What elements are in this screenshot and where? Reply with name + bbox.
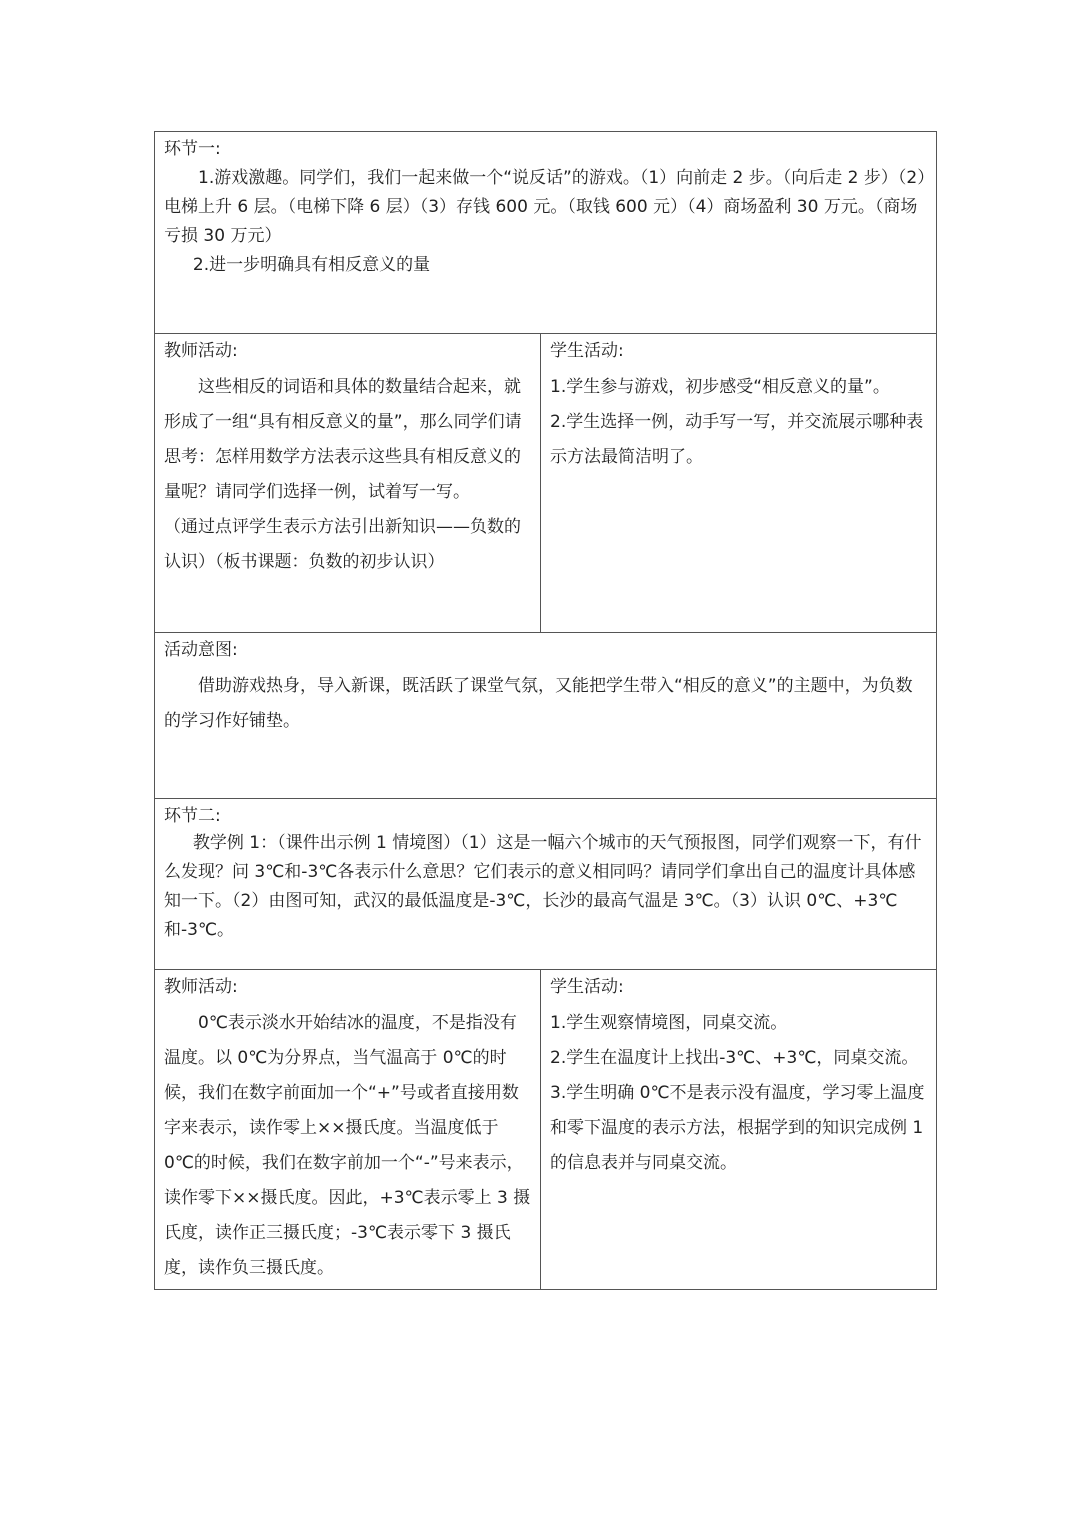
student-activity-item1-2: 1.学生观察情境图，同桌交流。 [550,1013,788,1033]
intent-row [155,632,936,798]
student-activity-item1: 1.学生参与游戏，初步感受“相反意义的量”。 [550,377,890,397]
section1-row [155,132,936,333]
section1-body [164,164,927,280]
teacher-activity-paragraph1: 这些相反的词语和具体的数量结合起来，就形成了一组“具有相反意义的量”，那么同学们请思考：怎样用数学方法表示这些具有相反意义的量呢？请同学们选择一例，试着写一写。 [164,377,522,502]
activity-row-1 [155,333,936,632]
teacher-activity-heading: 教师活动: [164,341,238,361]
student-activity-body-2 [550,1006,927,1181]
section2-body [164,829,927,945]
activity-row-2 [155,969,936,1289]
teacher-activity-body [164,370,531,580]
teacher-activity-cell [155,334,541,632]
student-activity-cell-2 [541,970,936,1289]
student-activity-item2-2: 2.学生在温度计上找出-3℃、+3℃，同桌交流。 [550,1048,919,1068]
section2-cell [155,799,936,969]
student-activity-cell [541,334,936,632]
section2-paragraph: 教学例 1：（课件出示例 1 情境图）（1）这是一幅六个城市的天气预报图，同学们观察一下，有什么发现？问 3℃和-3℃各表示什么意思？它们表示的意义相同吗？请同学们拿出自己的温度计具体感知一下。（2）由图可知，武汉的最低温度是-3℃，长沙的最高气温是 3℃。（3）认识 0℃、+3℃和-3℃。 [164,833,922,940]
intent-cell [155,633,936,798]
teacher-activity-paragraph2: （通过点评学生表示方法引出新知识——负数的认识）（板书课题：负数的初步认识） [164,517,521,572]
lesson-plan-table [154,131,937,1290]
intent-heading: 活动意图: [164,640,238,660]
section1-cell [155,132,936,333]
student-activity-heading-2: 学生活动: [550,977,624,997]
teacher-activity-paragraph-2: 0℃表示淡水开始结冰的温度，不是指没有温度。以 0℃为分界点，当气温高于 0℃的时候，我们在数字前面加一个“+”号或者直接用数字来表示，读作零上××摄氏度。当温度低于 0℃的时候，我们在数字前加一个“-”号来表示，读作零下××摄氏度。因此，+3℃表示零上 3 摄氏度，读作正三摄氏度；-3℃表示零下 3 摄氏度，读作负三摄氏度。 [164,1013,531,1278]
section1-paragraph2: 2.进一步明确具有相反意义的量 [192,255,431,275]
section2-heading: 环节二: [164,806,221,826]
teacher-activity-body-2 [164,1006,531,1286]
student-activity-body [550,370,927,475]
teacher-activity-heading-2: 教师活动: [164,977,238,997]
section1-paragraph1: 1.游戏激趣。同学们，我们一起来做一个“说反话”的游戏。（1）向前走 2 步。（向后走 2 步）（2）电梯上升 6 层。（电梯下降 6 层）（3）存钱 600 元。（取钱 600 元）（4）商场盈利 30 万元。（商场亏损 30 万元） [164,168,926,246]
student-activity-heading: 学生活动: [550,341,624,361]
teacher-activity-cell-2 [155,970,541,1289]
section2-row [155,798,936,969]
student-activity-item2: 2.学生选择一例，动手写一写，并交流展示哪种表示方法最简洁明了。 [550,412,924,467]
section1-heading: 环节一: [164,139,221,159]
intent-paragraph: 借助游戏热身，导入新课，既活跃了课堂气氛，又能把学生带入“相反的意义”的主题中，为负数的学习作好铺垫。 [164,676,913,731]
intent-body [164,669,927,739]
student-activity-item3-2: 3.学生明确 0℃不是表示没有温度，学习零上温度和零下温度的表示方法，根据学到的知识完成例 1 的信息表并与同桌交流。 [550,1083,925,1173]
